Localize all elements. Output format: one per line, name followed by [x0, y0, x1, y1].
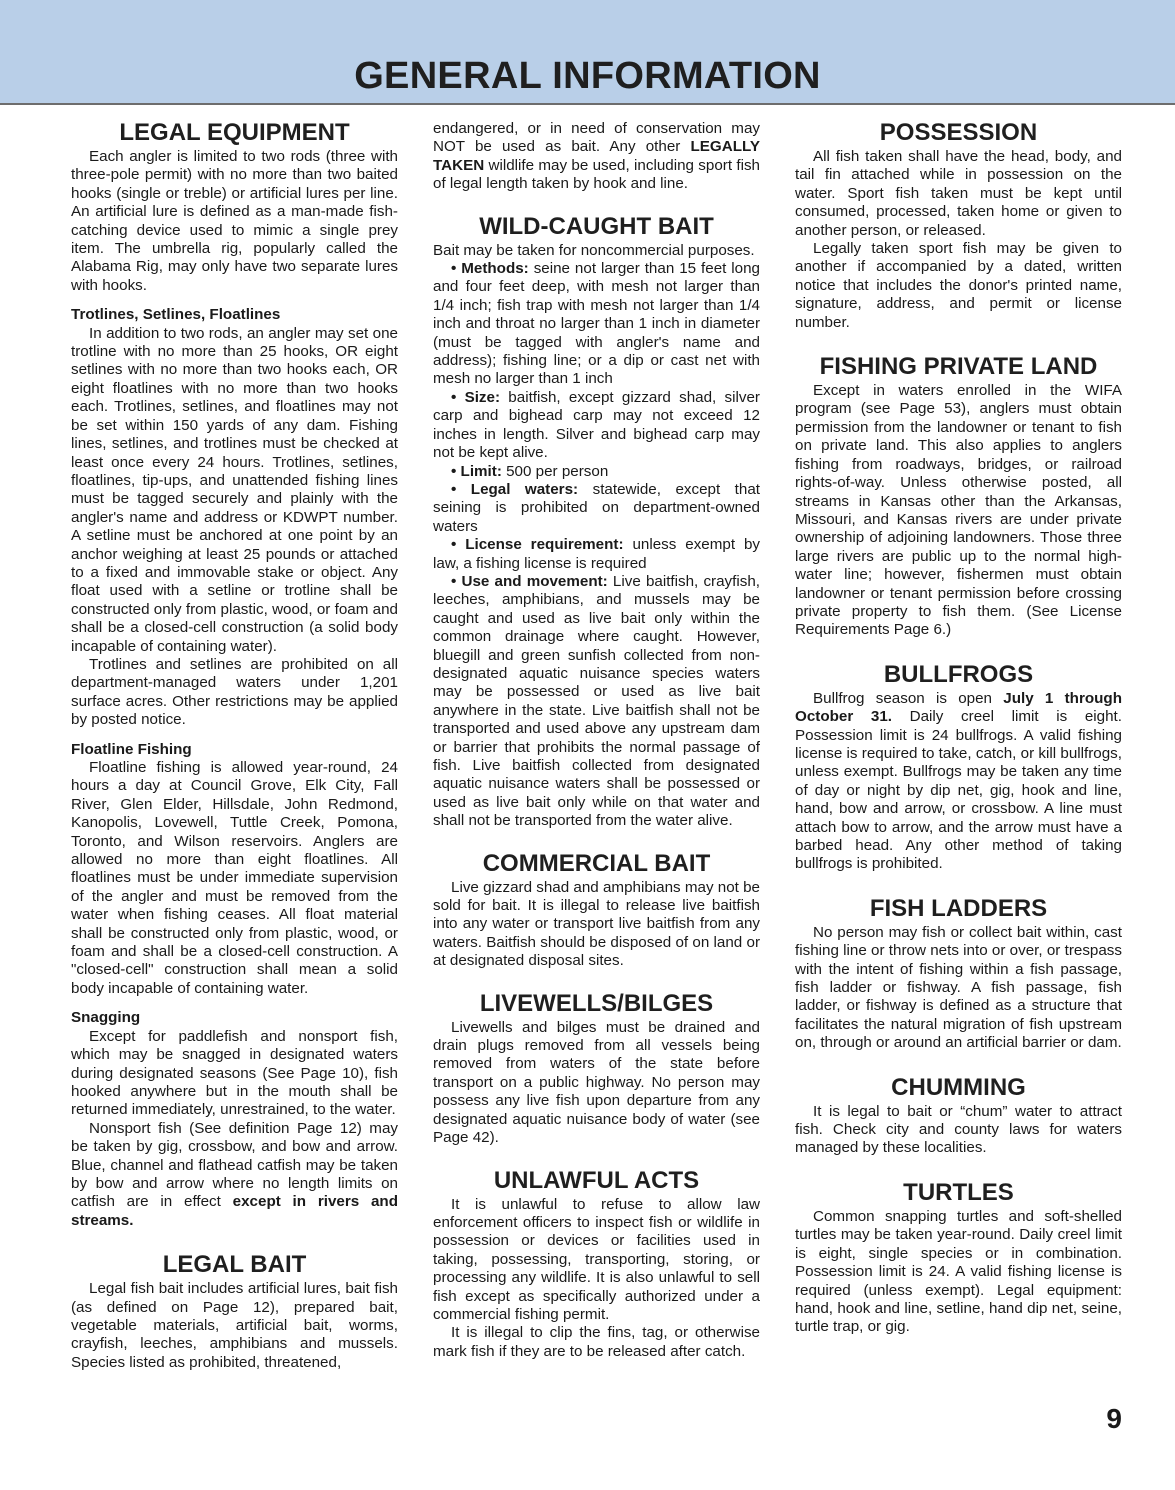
legal-waters-label: • Legal waters: — [451, 480, 579, 498]
header-banner — [0, 0, 1175, 105]
methods-text: seine not larger than 15 feet long and four feet deep, with mesh not larger than 1/4 inch; fish trap with mesh not larger than 1/4 inch and throat no larger than 1 inch in diameter (must be tagged with angler's name and address); fishing line; or a dip or cast net with mesh no larger than 1 inch — [433, 260, 760, 388]
methods-label: • Methods: — [451, 260, 529, 278]
use-text: Live baitfish, crayfish, leeches, amphibians, and mussels may be caught and used as live bait only within the common drainage where caught. However, bluegill and green sunfish collected from non-designated aquatic nuisance species waters may be possessed or used as live bait anywhere in the state. Live baitfish shall not be transported and used above any upstream dam or barrier that prohibits the normal passage of fish. Live baitfish collected from designated aquatic nuisance waters shall be possessed or used as live bait only while on that water and shall not be transported from the water alive. — [433, 572, 760, 830]
floatline-paragraph: Floatline fishing is allowed year-round, 24 hours a day at Council Grove, Elk City, Fall River, Glen Elder, Hillsdale, John Redmond, Kanopolis, Lovewell, Tuttle Creek, Pomona, Toronto, and Wilson reservoirs. Anglers are allowed no more than eight floatlines. All floatlines must be under immediate supervision of the angler and must be removed from the water when fishing ceases. All float material shall be constructed only from plastic, wood, or foam and shall be a closed-cell construction. A "closed-cell" construction shall mean a solid body incapable of containing water. — [71, 759, 398, 997]
subheading-trotlines: Trotlines, Setlines, Floatlines — [71, 306, 281, 324]
size-label: • Size: — [451, 388, 501, 406]
bullfrogs-text-start: Bullfrog season is open — [813, 689, 992, 707]
heading-legal-equipment: LEGAL EQUIPMENT — [119, 119, 350, 146]
bullfrogs-text-end: Daily creel limit is eight. Possession limit is 24 bullfrogs. A valid fishing license is required to take, catch, or kill bullfrogs, unless exempt. Bullfrogs may be taken any time of day or night by dip net, gig, hook and line, hand, bow and arrow, or crossbow. A line must attach bow to arrow, and the arrow must have a barbed head. Any other method of taking bullfrogs is prohibited. — [795, 708, 1122, 873]
legal-bait-cont-end: wildlife may be used, including sport fish of legal length taken by hook and line. — [433, 156, 760, 193]
heading-possession: POSSESSION — [879, 119, 1038, 146]
column-1 — [71, 118, 398, 1372]
use-label: • Use and movement: — [451, 572, 608, 590]
commercial-bait-paragraph: Live gizzard shad and amphibians may not be sold for bait. It is illegal to release live baitfish into any water or transport live baitfish from any waters. Baitfish should be disposed of on land or at designated disposal sites. — [433, 878, 761, 970]
heading-bullfrogs: BULLFROGS — [883, 660, 1034, 688]
wild-bait-limit — [433, 463, 760, 481]
snagging-paragraph-2 — [71, 1120, 398, 1230]
trotlines-paragraph-2: Trotlines and setlines are prohibited on all department-managed waters under 1,201 surface acres. Other restrictions may be applied by posted notice. — [71, 655, 398, 729]
fish-ladders-paragraph: No person may fish or collect bait within, cast fishing line or throw nets into or over, or trespass with the intent of fishing within a fish passage, fish ladder or fishway. A fish passage, fish ladder, or fishway is defined as a structure that facilitates the natural migration of fish upstream on, through or around an artificial barrier or dam. — [795, 923, 1122, 1052]
bullfrogs-season-dates: July 1 through October 31. — [795, 689, 1122, 726]
heading-chumming: CHUMMING — [891, 1073, 1026, 1101]
heading-turtles: TURTLES — [903, 1178, 1014, 1206]
wild-bait-use — [433, 573, 760, 831]
wild-bait-legal-waters — [433, 481, 760, 536]
size-text: baitfish, except gizzard shad, silver carp and bighead carp may not exceed 12 inches in length. Silver and bighead carp may not be kept alive. — [433, 388, 760, 462]
livewells-paragraph: Livewells and bilges must be drained and drain plugs removed from all vessels being removed from waters of the state before transport on a public highway. No person may possess any live fish upon departure from any designated aquatic nuisance body of water (see Page 42). — [433, 1018, 760, 1147]
wild-bait-license — [433, 536, 760, 573]
heading-fish-ladders: FISH LADDERS — [869, 894, 1048, 922]
turtles-paragraph: Common snapping turtles and soft-shelled turtles may be taken year-round. Daily creel limit is eight, single species or in combination. Possession limit is 24. A valid fishing license is required (unless exempt). Legal equipment: hand, hook and line, setline, hand dip net, seine, turtle trap, or gig. — [795, 1207, 1122, 1336]
legal-equipment-paragraph: Each angler is limited to two rods (three with three-pole permit) with no more than two baited hooks (single or treble) or artificial lures per line. An artificial lure is defined as a man-made fish-catching device used to mimic a single prey item. The umbrella rig, popularly called the Alabama Rig, may only have two separate lures with hooks. — [71, 148, 398, 294]
heading-commercial-bait: COMMERCIAL BAIT — [482, 849, 711, 877]
unlawful-paragraph-2: It is illegal to clip the fins, tag, or otherwise mark fish if they are to be released after catch. — [433, 1324, 760, 1360]
private-land-paragraph: Except in waters enrolled in the WIFA program (see Page 53), anglers must obtain permission from the landowner or tenant to fish on private land. This also applies to anglers fishing from roadways, bridges, or railroad rights-of-way. Unless otherwise posted, all streams in Kansas other than the Arkansas, Missouri, and Kansas rivers are under private ownership of adjoining landowners. Those three large rivers are public up to the normal high-water line; however, fishermen must obtain landowner or tenant permission before crossing private property to fish them. (See License Requirements Page 6.) — [795, 382, 1122, 639]
subheading-snagging: Snagging — [71, 1009, 141, 1027]
legal-bait-cont-text: endangered, or in need of conservation may NOT be used as bait. Any other — [433, 120, 760, 156]
heading-wild-caught-bait: WILD-CAUGHT BAIT — [479, 212, 714, 240]
bullfrogs-paragraph — [795, 690, 1122, 874]
possession-paragraph-2: Legally taken sport fish may be given to another if accompanied by a dated, written notice that includes the donor's printed name, signature, address, and permit or license number. — [795, 240, 1122, 331]
snagging-paragraph-1: Except for paddlefish and nonsport fish, which may be snagged in designated waters during designated seasons (See Page 10), fish hooked anywhere but in the mouth shall be returned immediately, unrestrained, to the water. — [71, 1027, 398, 1119]
column-3 — [795, 118, 1122, 1337]
legal-bait-cont-bold: LEGALLY TAKEN — [433, 138, 760, 174]
snagging-bold-text: except in rivers and streams. — [71, 1193, 398, 1229]
limit-label: • Limit: — [451, 462, 502, 480]
heading-unlawful-acts: UNLAWFUL ACTS — [493, 1166, 700, 1194]
heading-legal-bait: LEGAL BAIT — [162, 1251, 307, 1279]
unlawful-paragraph-1: It is unlawful to refuse to allow law enforcement officers to inspect fish or wildlife in possession or devices or facilities used in taking, possessing, transporting, storing, or processing any wildlife. It is also unlawful to sell fish except as specifically authorized under a commercial fishing permit. — [433, 1195, 760, 1323]
trotlines-paragraph-1: In addition to two rods, an angler may set one trotline with no more than 25 hooks, OR eight setlines with no more than two hooks each, OR eight floatlines with no more than two hooks each. Trotlines, setlines, and floatlines may not be set within 150 yards of any dam. Fishing lines, setlines, and trotlines must be checked at least once every 24 hours. Trotlines, setlines, floatlines, tip-ups, and unattended fishing lines must be tagged securely and plainly with the angler's name and address or KDWPT number. A setline must be anchored at one point by an anchor weighing at least 25 pounds or attached to a fixed and immovable stake or object. Any float used with a setline or trotline shall be constructed only from plastic, wood, or foam and shall be a closed-cell construction (a solid body incapable of containing water). — [71, 324, 398, 655]
legal-bait-continued — [433, 120, 760, 194]
heading-livewells: LIVEWELLS/BILGES — [479, 989, 714, 1017]
legal-waters-text: statewide, except that seining is prohibited on department-owned waters — [433, 480, 760, 535]
limit-text: 500 per person — [506, 462, 609, 480]
snagging-text: Nonsport fish (See definition Page 12) may be taken by gig, crossbow, and bow and arrow. Blue, channel and flathead catfish may be taken by bow and arrow where no length limits on catfish are in effect — [71, 1119, 398, 1211]
heading-private-land: FISHING PRIVATE LAND — [819, 353, 1098, 381]
page-title: GENERAL INFORMATION — [354, 55, 821, 97]
subheading-floatline: Floatline Fishing — [71, 740, 192, 758]
wild-bait-size — [433, 389, 760, 463]
column-2 — [433, 120, 760, 1361]
chumming-paragraph: It is legal to bait or “chum” water to attract fish. Check city and county laws for waters managed by these localities. — [795, 1102, 1122, 1157]
possession-paragraph-1: All fish taken shall have the head, body, and tail fin attached while in possession on the water. Sport fish taken must be kept until consumed, processed, taken home or given to another person, or released. — [795, 148, 1122, 239]
page-number: 9 — [1106, 1403, 1122, 1434]
wild-bait-methods — [433, 260, 760, 389]
license-label: • License requirement: — [451, 536, 624, 554]
license-text: unless exempt by law, a fishing license is required — [433, 536, 760, 572]
legal-bait-paragraph: Legal fish bait includes artificial lures, bait fish (as defined on Page 12), prepared bait, vegetable materials, artificial bait, worms, crayfish, leeches, amphibians and mussels. Species listed as prohibited, threatened, — [71, 1280, 398, 1371]
wild-bait-intro: Bait may be taken for noncommercial purposes. — [433, 241, 755, 259]
